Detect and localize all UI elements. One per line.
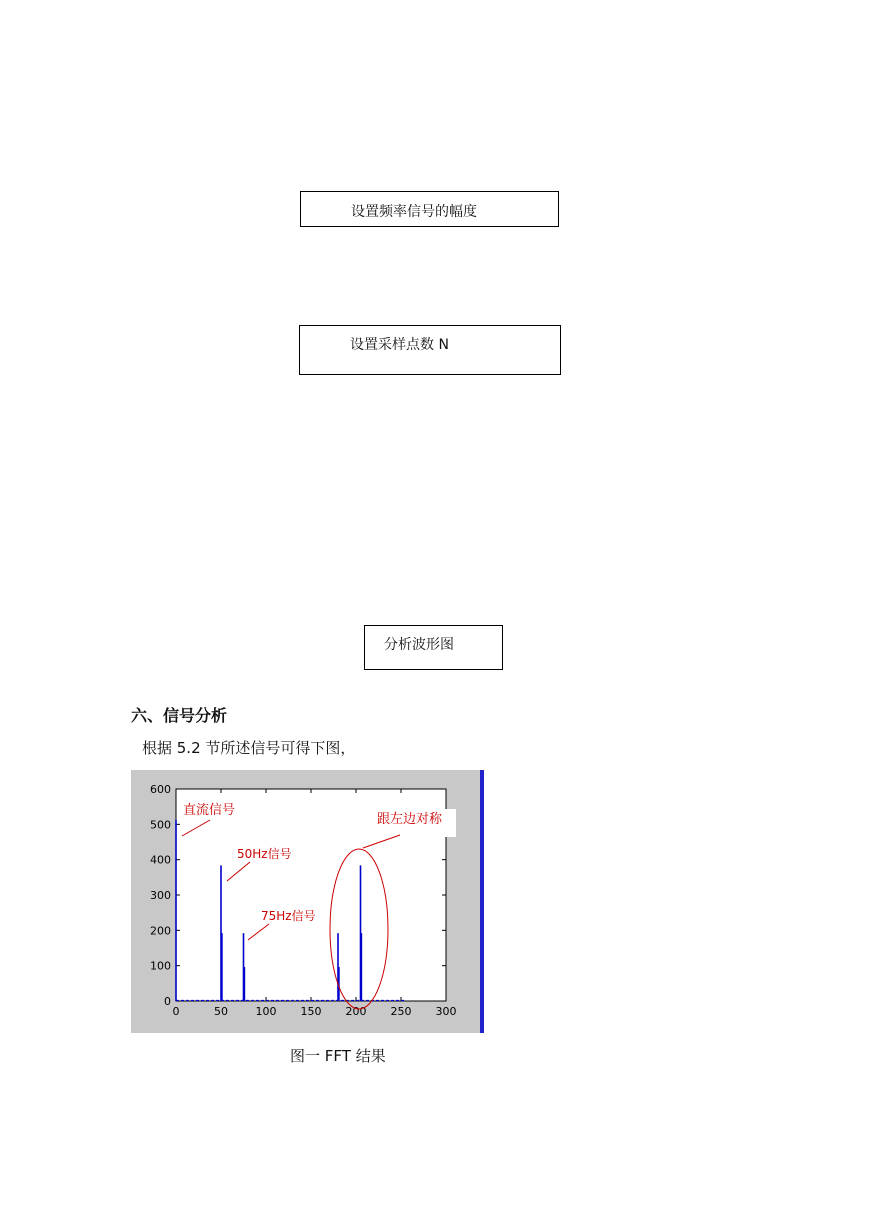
flowchart-box-set-sample-points [299,325,561,375]
x-tick-label: 100 [255,1005,277,1018]
y-tick-label: 100 [150,959,171,973]
flowchart-box-label: 设置采样点数 N [350,337,449,353]
figure-caption: 图一 FFT 结果 [290,1047,386,1065]
y-tick-label: 0 [164,995,171,1008]
flowchart-box-set-amplitude [300,191,559,227]
x-tick-label: 300 [435,1005,457,1018]
flowchart-box-analyze-waveform [364,625,503,670]
annotation-symmetric: 跟左边对称 [377,812,443,827]
flowchart-box-label: 设置频率信号的幅度 [351,204,477,220]
annotation-dc: 直流信号 [183,803,236,818]
x-tick-label: 200 [345,1005,367,1018]
x-tick-label: 0 [172,1005,180,1018]
flowchart-box-label: 分析波形图 [384,637,454,653]
y-tick-label: 300 [150,889,171,902]
figure-frame-edge [480,770,484,1033]
x-tick-label: 150 [300,1005,322,1018]
section-paragraph: 根据 5.2 节所述信号可得下图， [142,739,356,757]
y-tick-label: 200 [150,924,171,938]
section-heading: 六、信号分析 [131,706,228,725]
annotation-50hz: 50Hz信号 [237,847,292,861]
x-tick-label: 50 [214,1005,228,1018]
x-tick-label: 250 [390,1005,412,1018]
y-tick-label: 500 [150,818,171,832]
y-tick-label: 600 [150,783,171,796]
fft-chart [131,770,484,1033]
y-tick-label: 400 [150,853,171,867]
annotation-75hz: 75Hz信号 [261,909,316,923]
